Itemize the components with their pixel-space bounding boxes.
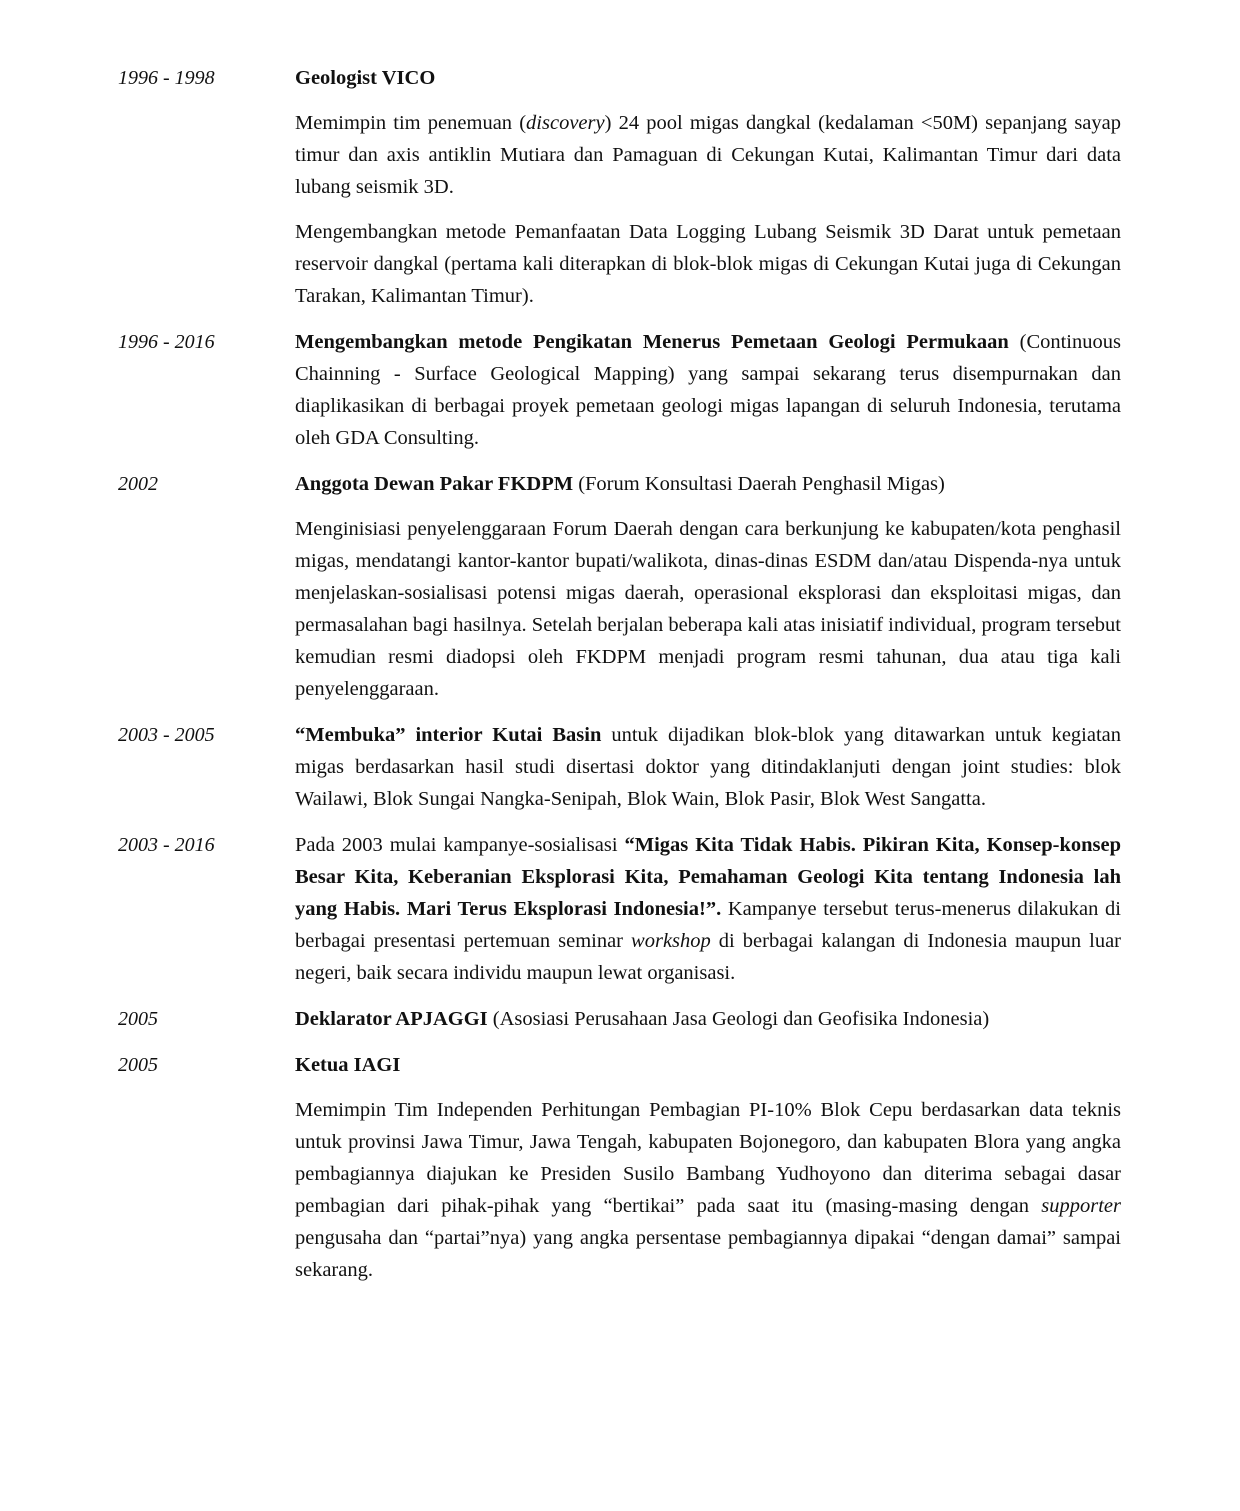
entry-paragraph — [295, 1094, 1121, 1286]
entry-year: 1996 - 1998 — [118, 67, 215, 89]
paragraph-text: Kampanye tersebut terus-menerus dilakukan di berbagai presentasi pertemuan seminar — [295, 898, 1121, 952]
entry-paragraph — [295, 1003, 1121, 1035]
paragraph-text: Pada 2003 mulai kampanye-sosialisasi — [295, 834, 625, 856]
paragraph-text: (Forum Konsultasi Daerah Penghasil Migas) — [573, 473, 945, 495]
paragraph-text: pengusaha dan “partai”nya) yang angka persentase pembagiannya dipakai “dengan damai” sampai sekarang. — [295, 1227, 1121, 1281]
entry-paragraph — [295, 326, 1121, 454]
entry-content — [295, 1049, 1121, 1286]
entry-continuous-chainning — [0, 326, 1240, 454]
entry-content — [295, 326, 1121, 454]
paragraph-text: Memimpin Tim Independen Perhitungan Pembagian PI-10% Blok Cepu berdasarkan data teknis untuk provinsi Jawa Timur, Jawa Tengah, kabupaten Bojonegoro, dan kabupaten Blora yang angka pembagiannya diajukan ke Presiden Susilo Bambang Yudhoyono dan diterima sebagai dasar pembagian dari pihak-pihak yang “bertikai” pada saat itu (masing-masing dengan — [295, 1099, 1121, 1217]
entry-paragraph: Menginisiasi penyelenggaraan Forum Daerah dengan cara berkunjung ke kabupaten/kota penghasil migas, mendatangi kantor-kantor bupati/walikota, dinas-dinas ESDM dan/atau Dispenda-nya untuk menjelaskan-sosialisasi potensi migas daerah, operasional eksplorasi dan eksploitasi migas, dan permasalahan bagi hasilnya. Setelah berjalan beberapa kali atas inisiatif individual, program tersebut kemudian resmi diadopsi oleh FKDPM menjadi program resmi tahunan, dua atau tiga kali penyelenggaraan. — [295, 518, 1121, 700]
entry-geologist-vico — [0, 62, 1240, 312]
entry-content — [295, 829, 1121, 989]
entry-title — [295, 468, 1121, 500]
cv-page — [0, 62, 1240, 1286]
entry-year: 2002 — [118, 473, 158, 495]
entry-year: 2003 - 2005 — [118, 724, 215, 746]
paragraph-text: (Continuous Chainning - Surface Geological Mapping) yang sampai sekarang terus disempurnakan dan diaplikasikan di berbagai proyek pemetaan geologi migas lapangan di seluruh Indonesia, terutama oleh GDA Consulting. — [295, 331, 1121, 449]
entry-content — [295, 719, 1121, 815]
entry-title-text: Anggota Dewan Pakar FKDPM — [295, 473, 574, 495]
entry-year: 2005 — [118, 1054, 158, 1076]
campaign-slogan: “Migas Kita Tidak Habis. Pikiran Kita, Konsep-konsep Besar Kita, Keberanian Eksplorasi Kita, Pemahaman Geologi Kita tentang Indonesia lah yang Habis. Mari Terus Eksplorasi Indonesia!”. — [295, 834, 1121, 920]
paragraph-italic: supporter — [1041, 1195, 1121, 1217]
entry-year: 2003 - 2016 — [118, 834, 215, 856]
entry-content — [295, 1003, 1121, 1035]
entry-paragraph — [295, 829, 1121, 989]
entry-content — [295, 62, 1121, 312]
entry-content — [295, 468, 1121, 705]
entry-ketua-iagi — [0, 1049, 1240, 1286]
entry-title-text: Deklarator APJAGGI — [295, 1008, 488, 1030]
paragraph-text: Memimpin tim penemuan ( — [295, 112, 527, 134]
entry-title-text: Geologist VICO — [295, 67, 436, 89]
paragraph-text: di berbagai kalangan di Indonesia maupun luar negeri, baik secara individu maupun lewat organisasi. — [295, 930, 1121, 984]
entry-title — [295, 62, 1121, 94]
entry-year: 1996 - 2016 — [118, 331, 215, 353]
entry-campaign — [0, 829, 1240, 989]
paragraph-text: ) 24 pool migas dangkal (kedalaman <50M) sepanjang sayap timur dan axis antiklin Mutiara dan Pamaguan di Cekungan Kutai, Kalimantan Timur dari data lubang seismik 3D. — [295, 112, 1121, 198]
entry-title-text: Ketua IAGI — [295, 1054, 401, 1076]
entry-paragraph: Mengembangkan metode Pemanfaatan Data Logging Lubang Seismik 3D Darat untuk pemetaan reservoir dangkal (pertama kali diterapkan di blok-blok migas di Cekungan Kutai juga di Cekungan Tarakan, Kalimantan Timur). — [295, 221, 1121, 307]
entry-paragraph — [295, 107, 1121, 203]
entry-title — [295, 1049, 1121, 1081]
entry-paragraph — [295, 719, 1121, 815]
entry-apjaggi — [0, 1003, 1240, 1035]
entry-title-text: Mengembangkan metode Pengikatan Menerus Pemetaan Geologi Permukaan — [295, 331, 1009, 353]
entry-fkdpm — [0, 468, 1240, 705]
paragraph-italic: workshop — [631, 930, 711, 952]
paragraph-text: untuk dijadikan blok-blok yang ditawarkan untuk kegiatan migas berdasarkan hasil studi disertasi doktor yang ditindaklanjuti dengan joint studies: blok Wailawi, Blok Sungai Nangka-Senipah, Blok Wain, Blok Pasir, Blok West Sangatta. — [295, 724, 1122, 810]
entry-kutai-basin — [0, 719, 1240, 815]
paragraph-text: (Asosiasi Perusahaan Jasa Geologi dan Geofisika Indonesia) — [487, 1008, 990, 1030]
entry-year: 2005 — [118, 1008, 158, 1030]
paragraph-italic: discovery — [526, 112, 605, 134]
entry-title-text: “Membuka” interior Kutai Basin — [295, 724, 602, 746]
